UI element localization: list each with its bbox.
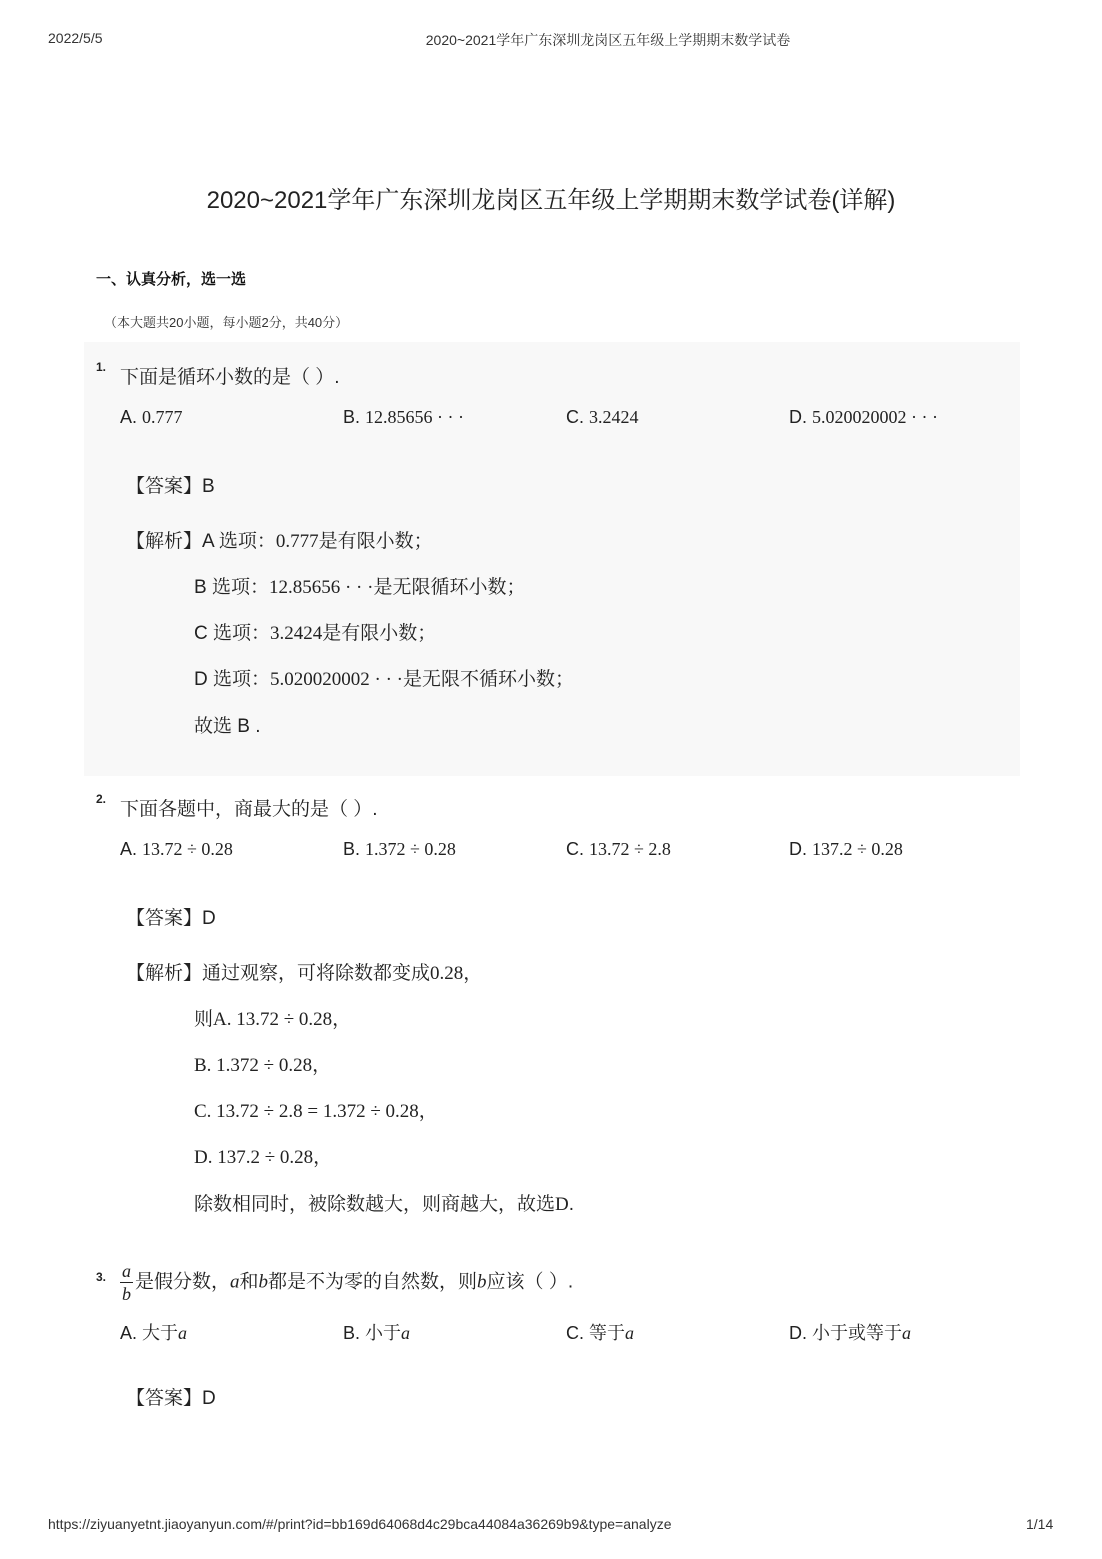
option-b[interactable] bbox=[343, 839, 456, 860]
option-a[interactable] bbox=[120, 407, 183, 428]
analysis-math: D. 137.2 ÷ 0.28 bbox=[194, 1147, 314, 1168]
option-letter: A. bbox=[120, 839, 143, 859]
option-letter: D. bbox=[789, 407, 813, 427]
question-stem: 下面各题中，商最大的是（ ）. bbox=[120, 799, 378, 820]
answer-value: D bbox=[202, 908, 216, 929]
analysis-line bbox=[194, 1050, 331, 1077]
fraction-denominator: b bbox=[122, 1284, 131, 1304]
fraction-a-over-b bbox=[120, 1262, 133, 1303]
answer-line bbox=[126, 903, 216, 930]
section-heading: 一、认真分析，选一选 bbox=[96, 271, 247, 288]
analysis-text: 是有限小数； bbox=[318, 531, 433, 552]
option-d[interactable] bbox=[789, 839, 903, 860]
analysis-text: ， bbox=[463, 963, 483, 984]
option-letter: C. bbox=[566, 839, 590, 859]
option-d[interactable] bbox=[789, 407, 938, 428]
option-variable: a bbox=[625, 1323, 635, 1343]
option-text: D. 小于或等于 bbox=[789, 1323, 903, 1343]
option-a[interactable] bbox=[120, 1319, 187, 1345]
option-letter: B. bbox=[343, 407, 366, 427]
analysis-line bbox=[126, 958, 482, 985]
option-math: 1.372 ÷ 0.28 bbox=[365, 839, 456, 859]
analysis-line bbox=[194, 572, 525, 599]
option-letter: C. bbox=[566, 407, 590, 427]
option-c[interactable] bbox=[566, 1319, 634, 1345]
option-b[interactable] bbox=[343, 1319, 410, 1345]
option-c[interactable] bbox=[566, 839, 671, 860]
analysis-math: 0.28 bbox=[430, 963, 464, 984]
analysis-line bbox=[194, 1142, 332, 1169]
analysis-text: ， bbox=[312, 1055, 332, 1076]
option-d[interactable] bbox=[789, 1319, 911, 1345]
option-b[interactable] bbox=[343, 407, 464, 428]
analysis-text: ， bbox=[418, 1101, 438, 1122]
analysis-line bbox=[194, 1004, 351, 1031]
question-number: 3. bbox=[96, 1270, 107, 1284]
option-variable: a bbox=[401, 1323, 411, 1343]
option-variable: a bbox=[902, 1323, 912, 1343]
option-math: 137.2 ÷ 0.28 bbox=[812, 839, 903, 859]
analysis-math: D bbox=[555, 1194, 569, 1215]
analysis-line bbox=[194, 1096, 438, 1123]
analysis-text: 则 bbox=[194, 1009, 214, 1030]
analysis-text: 除数相同时，被除数越大，则商越大，故选 bbox=[194, 1194, 556, 1215]
analysis-line bbox=[194, 618, 436, 645]
analysis-math: C. 13.72 ÷ 2.8 = 1.372 ÷ 0.28 bbox=[194, 1101, 419, 1122]
question-number: 1. bbox=[96, 360, 107, 374]
stem-text: 是假分数， bbox=[135, 1271, 231, 1293]
answer-label: 【答案】 bbox=[126, 1388, 203, 1409]
analysis-text: . bbox=[568, 1194, 575, 1215]
question-stem: 下面是循环小数的是（ ）. bbox=[120, 367, 340, 388]
option-math: 0.777 bbox=[142, 407, 183, 427]
analysis-text: ， bbox=[332, 1009, 352, 1030]
analysis-text: ， bbox=[313, 1147, 333, 1168]
option-text: C. 等于 bbox=[566, 1323, 626, 1343]
question-stem bbox=[120, 1262, 573, 1303]
fraction-bar bbox=[120, 1282, 133, 1283]
analysis-math: 0.777 bbox=[275, 531, 319, 552]
option-math: 5.020020002 · · · bbox=[812, 407, 938, 427]
analysis-text: D 选项： bbox=[194, 669, 271, 690]
analysis-line bbox=[194, 1189, 574, 1216]
analysis-math: B. 1.372 ÷ 0.28 bbox=[194, 1055, 313, 1076]
analysis-text: C 选项： bbox=[194, 623, 271, 644]
stem-text: 应该（ ）. bbox=[486, 1271, 574, 1293]
answer-line bbox=[126, 1383, 216, 1410]
stem-text: 都是不为零的自然数，则 bbox=[268, 1271, 478, 1293]
analysis-text: A 选项： bbox=[202, 531, 276, 552]
option-letter: A. bbox=[120, 407, 143, 427]
answer-value: B bbox=[202, 476, 215, 497]
option-a[interactable] bbox=[120, 839, 233, 860]
analysis-line bbox=[194, 711, 261, 738]
analysis-text: 故选 B . bbox=[194, 716, 261, 737]
analysis-math: 5.020020002 · · · bbox=[270, 669, 403, 690]
option-variable: a bbox=[178, 1323, 188, 1343]
analysis-text: 通过观察，可将除数都变成 bbox=[202, 963, 431, 984]
page-title: 2020~2021学年广东深圳龙岗区五年级上学期期末数学试卷(详解) bbox=[206, 187, 896, 214]
option-math: 13.72 ÷ 2.8 bbox=[589, 839, 671, 859]
option-math: 13.72 ÷ 0.28 bbox=[142, 839, 233, 859]
section-note: （本大题共20小题，每小题2分，共40分） bbox=[104, 315, 349, 330]
analysis-line bbox=[194, 664, 574, 691]
option-letter: B. bbox=[343, 839, 366, 859]
footer-url[interactable]: https://ziyuanyetnt.jiaoyanyun.com/#/print?id=bb169d64068d4c29bca44084a36269b9&type=analyze bbox=[48, 1516, 672, 1532]
stem-text: 和 bbox=[239, 1271, 259, 1293]
print-date: 2022/5/5 bbox=[48, 30, 103, 46]
option-c[interactable] bbox=[566, 407, 639, 428]
answer-line bbox=[126, 471, 215, 498]
analysis-math: A. 13.72 ÷ 0.28 bbox=[213, 1009, 333, 1030]
analysis-text: 是无限不循环小数； bbox=[403, 669, 575, 690]
option-text: B. 小于 bbox=[343, 1323, 402, 1343]
answer-label: 【答案】 bbox=[126, 908, 203, 929]
option-letter: D. bbox=[789, 839, 813, 859]
analysis-math: 3.2424 bbox=[270, 623, 323, 644]
option-text: A. 大于 bbox=[120, 1323, 179, 1343]
option-math: 12.85656 · · · bbox=[365, 407, 464, 427]
variable-b: b bbox=[477, 1271, 487, 1293]
analysis-text: 是无限循环小数； bbox=[373, 577, 526, 598]
analysis-text: B 选项： bbox=[194, 577, 269, 598]
analysis-label: 【解析】 bbox=[126, 963, 203, 984]
answer-label: 【答案】 bbox=[126, 476, 203, 497]
variable-a: a bbox=[230, 1271, 240, 1293]
option-math: 3.2424 bbox=[589, 407, 639, 427]
analysis-math: 12.85656 · · · bbox=[268, 577, 374, 598]
analysis-text: 是有限小数； bbox=[322, 623, 437, 644]
fraction-numerator: a bbox=[122, 1261, 131, 1281]
page-number: 1/14 bbox=[1026, 1516, 1054, 1532]
question-number: 2. bbox=[96, 792, 107, 806]
analysis-label: 【解析】 bbox=[126, 531, 203, 552]
answer-value: D bbox=[202, 1388, 216, 1409]
variable-b: b bbox=[258, 1271, 269, 1293]
print-doc-title: 2020~2021学年广东深圳龙岗区五年级上学期期末数学试卷 bbox=[425, 32, 791, 48]
analysis-line bbox=[126, 526, 433, 553]
